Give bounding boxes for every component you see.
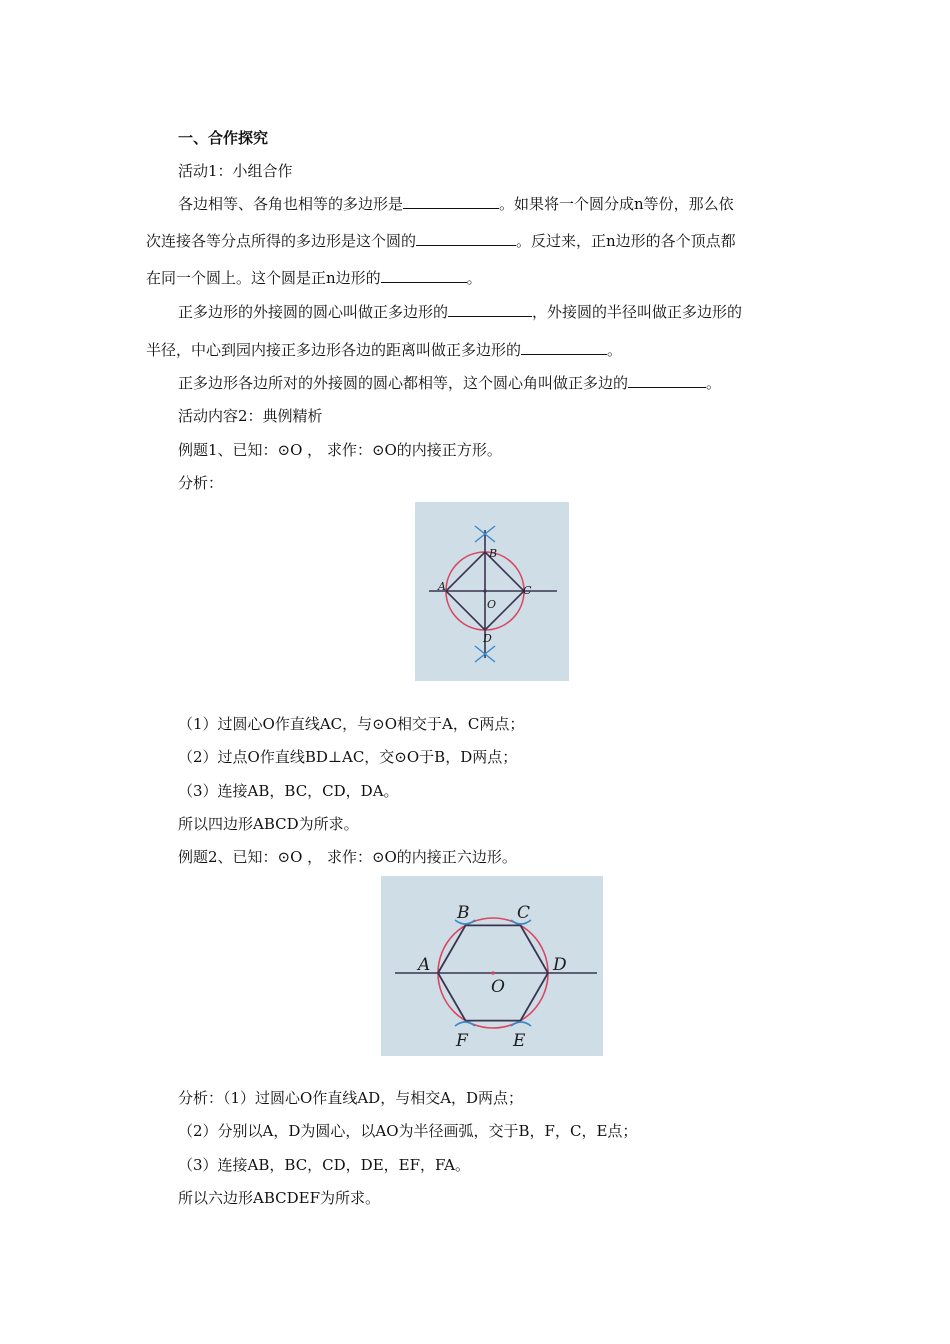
label-o: O bbox=[491, 977, 505, 997]
text: 。 bbox=[706, 374, 722, 392]
text: 各边相等、各角也相等的多边形是 bbox=[178, 195, 404, 213]
example-1-step-2: （2）过点O作直线BD⊥AC，交⊙O于B，D两点； bbox=[178, 748, 518, 766]
text: 。反过来，正n边形的各个顶点都 bbox=[516, 232, 736, 250]
photo-background bbox=[381, 876, 603, 1056]
answer-blank[interactable] bbox=[403, 194, 499, 209]
text: 次连接各等分点所得的多边形是这个圆的 bbox=[146, 232, 417, 250]
activity-2-label: 活动内容2：典例精析 bbox=[178, 407, 323, 425]
text: 。如果将一个圆分成n等份，那么依 bbox=[499, 195, 734, 213]
hexagon-construction-diagram bbox=[381, 876, 603, 1056]
center-point bbox=[483, 589, 486, 592]
text: 正多边形各边所对的外接圆的圆心都相等，这个圆心角叫做正多边的 bbox=[178, 374, 629, 392]
example-1-step-1: （1）过圆心O作直线AC，与⊙O相交于A，C两点； bbox=[178, 715, 525, 733]
example-2-step-2: （2）分别以A，D为圆心，以AO为半径画弧，交于B，F，C，E点； bbox=[178, 1122, 638, 1140]
text: 正多边形的外接圆的圆心叫做正多边形的 bbox=[178, 303, 449, 321]
text: 。 bbox=[607, 341, 623, 359]
example-2-conclusion: 所以六边形ABCDEF为所求。 bbox=[178, 1189, 380, 1207]
label-e: E bbox=[513, 1031, 526, 1051]
example-1-step-3: （3）连接AB，BC，CD，DA。 bbox=[178, 782, 399, 800]
paragraph-2-line-1 bbox=[178, 302, 742, 322]
example-1-analysis-label: 分析： bbox=[178, 474, 224, 492]
label-b: B bbox=[489, 547, 498, 560]
text: 在同一个圆上。这个圆是正n边形的 bbox=[146, 269, 381, 287]
label-d: D bbox=[483, 632, 492, 645]
label-c: C bbox=[517, 903, 531, 923]
activity-1-label: 活动1：小组合作 bbox=[178, 162, 293, 180]
answer-blank[interactable] bbox=[381, 268, 467, 283]
text: 。 bbox=[466, 269, 482, 287]
label-b: B bbox=[457, 903, 470, 923]
paragraph-3 bbox=[178, 373, 721, 393]
section-heading: 一、合作探究 bbox=[178, 129, 269, 147]
label-d: D bbox=[553, 955, 567, 975]
text: ，外接圆的半径叫做正多边形的 bbox=[532, 303, 743, 321]
answer-blank[interactable] bbox=[416, 231, 516, 246]
answer-blank[interactable] bbox=[628, 373, 706, 388]
paragraph-1-line-1 bbox=[178, 194, 734, 214]
center-point bbox=[491, 971, 495, 975]
inscribed-hexagon-figure bbox=[381, 876, 603, 1056]
label-a: A bbox=[418, 955, 431, 975]
label-c: C bbox=[523, 584, 532, 597]
example-2-title: 例题2、已知：⊙O ， 求作：⊙O的内接正六边形。 bbox=[178, 848, 517, 866]
paragraph-1-line-3 bbox=[146, 268, 482, 288]
answer-blank[interactable] bbox=[521, 340, 607, 355]
example-2-step-1: 分析：（1）过圆心O作直线AD，与相交A，D两点； bbox=[178, 1089, 524, 1107]
label-a: A bbox=[438, 580, 446, 593]
inscribed-square-figure bbox=[415, 502, 569, 681]
text: 半径，中心到园内接正多边形各边的距离叫做正多边形的 bbox=[146, 341, 522, 359]
label-o: O bbox=[487, 598, 497, 611]
label-f: F bbox=[456, 1031, 468, 1051]
example-1-conclusion: 所以四边形ABCD为所求。 bbox=[178, 815, 359, 833]
answer-blank[interactable] bbox=[448, 302, 532, 317]
square-construction-diagram bbox=[415, 502, 569, 681]
paragraph-1-line-2 bbox=[146, 231, 736, 251]
paragraph-2-line-2 bbox=[146, 340, 622, 360]
example-1-title: 例题1、已知：⊙O ， 求作：⊙O的内接正方形。 bbox=[178, 441, 502, 459]
example-2-step-3: （3）连接AB，BC，CD，DE，EF，FA。 bbox=[178, 1156, 470, 1174]
